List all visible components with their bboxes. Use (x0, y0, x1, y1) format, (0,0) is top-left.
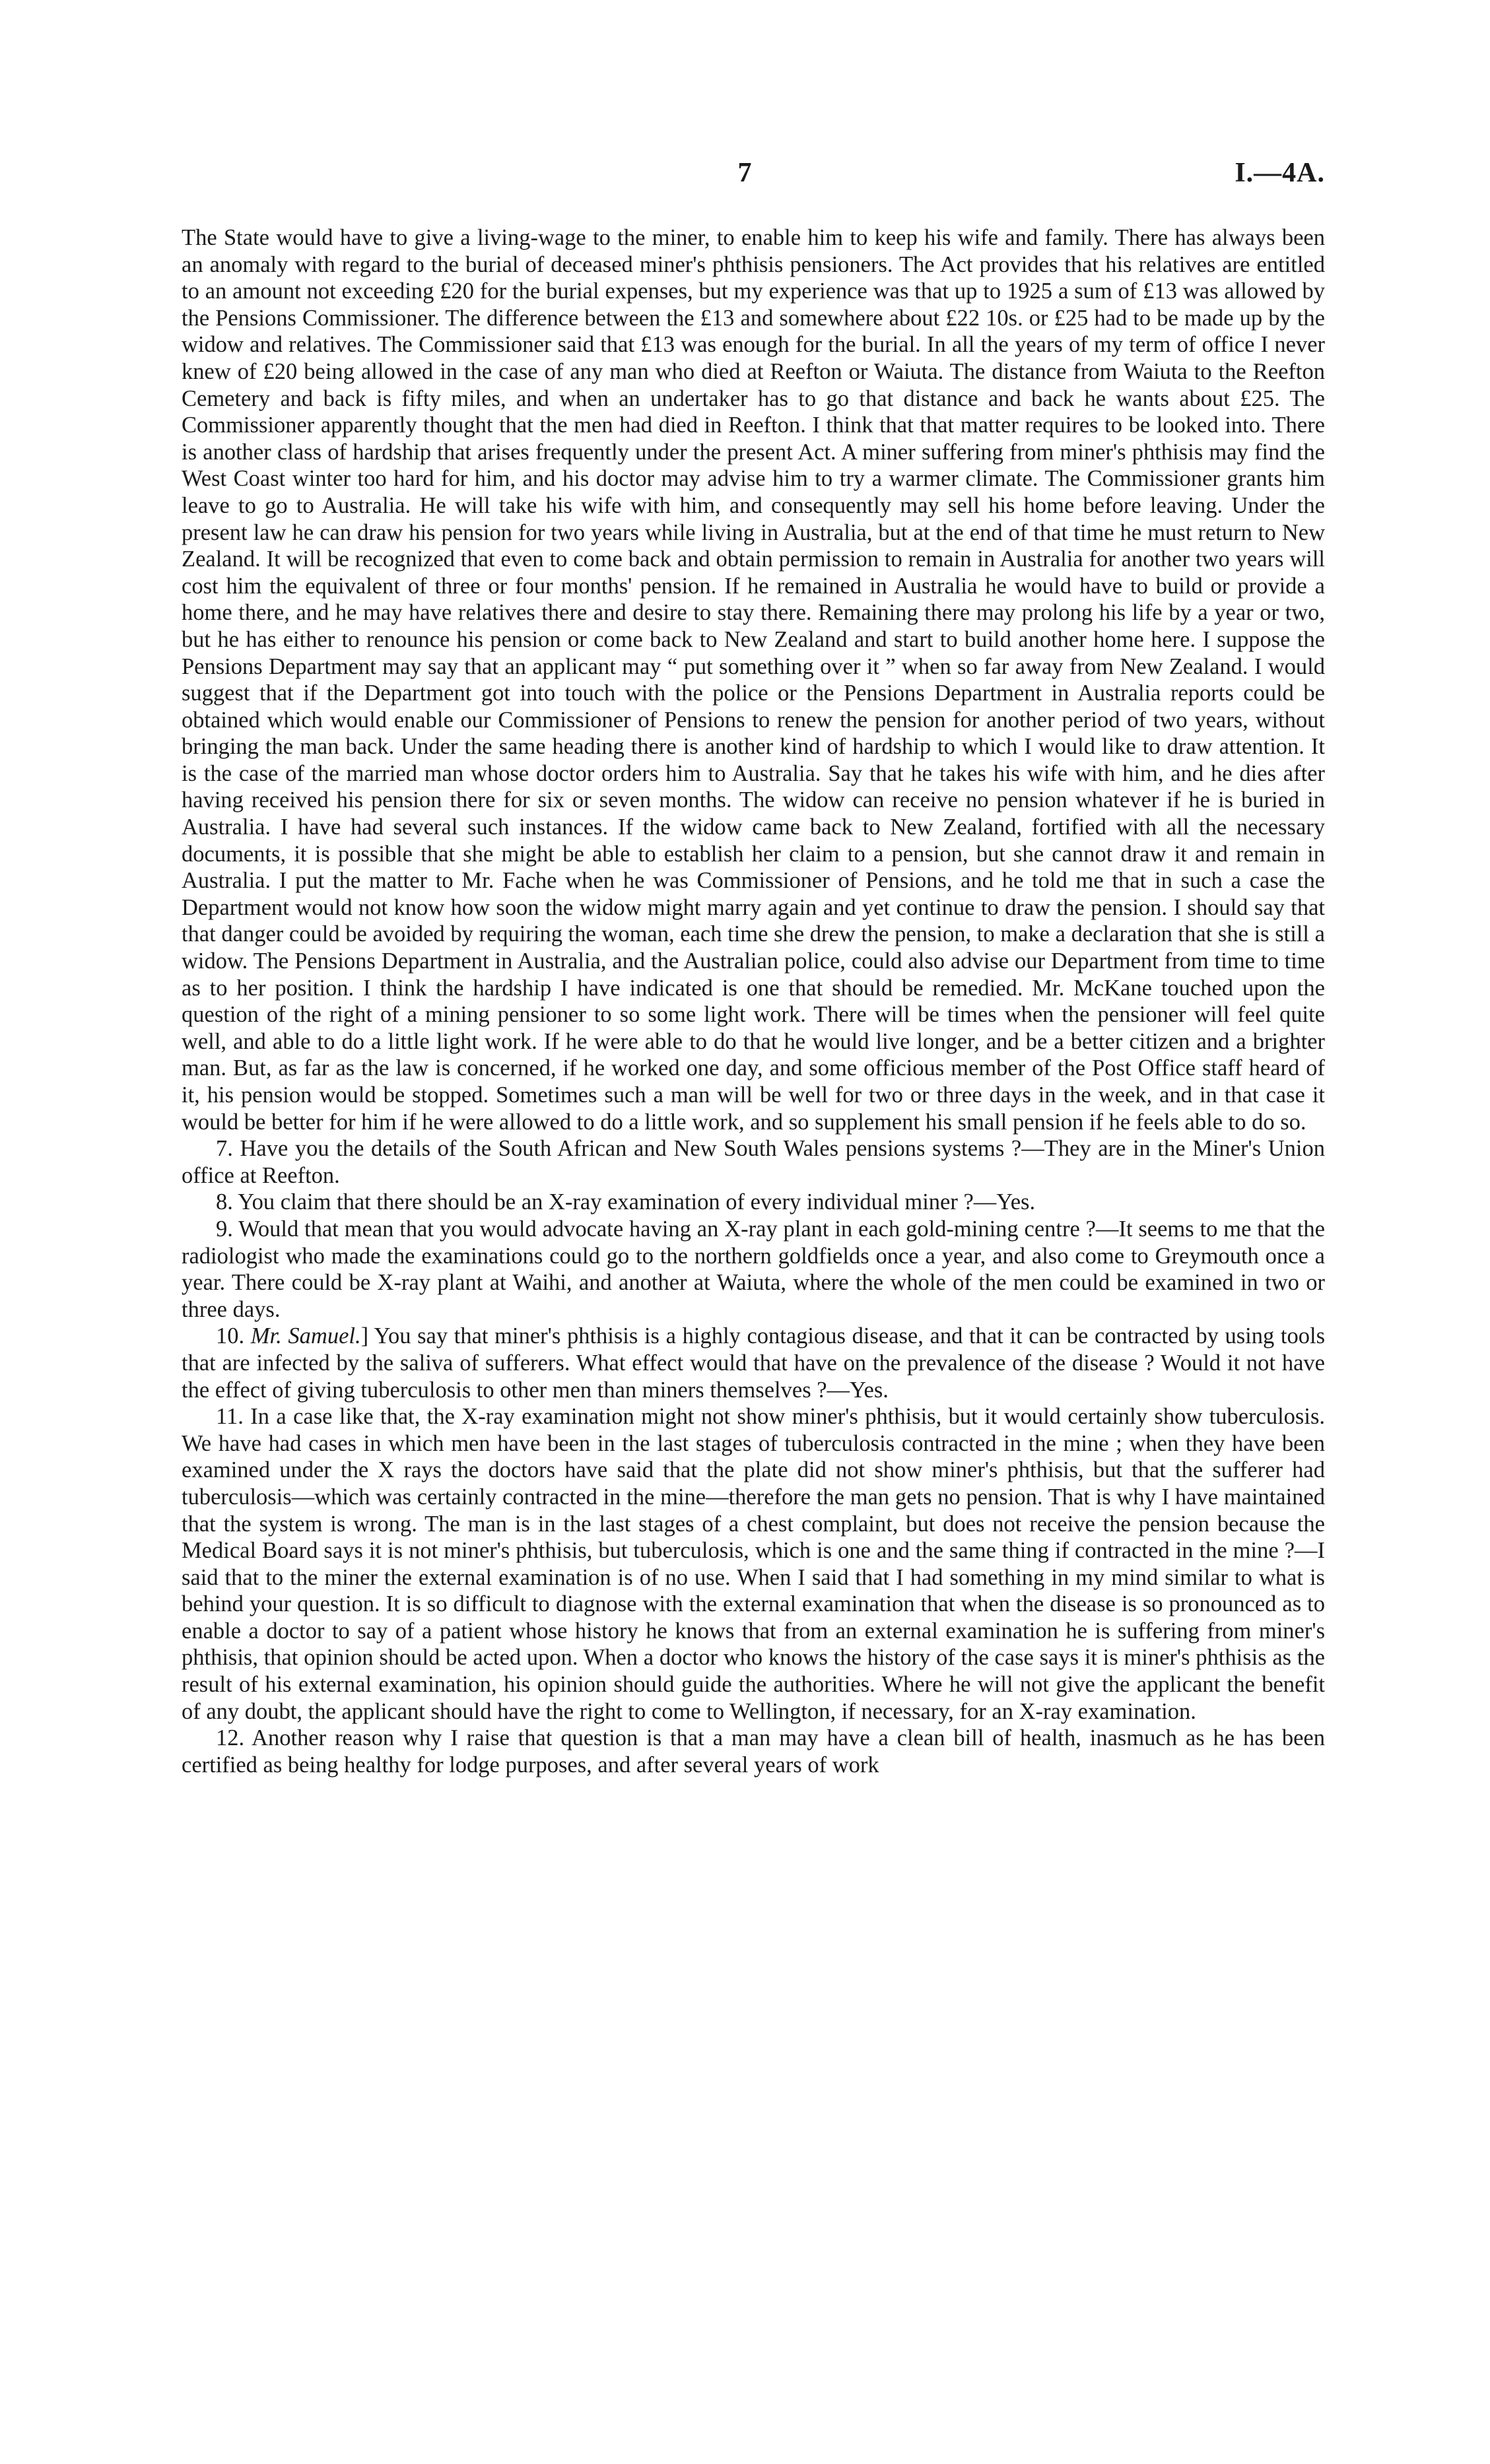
question-12: 12. Another reason why I raise that question is that a man may have a clean bill of health, inasmuch as he has been certified as being healthy for lodge purposes, and after several years of work (182, 1725, 1325, 1778)
paragraph-continued: The State would have to give a living-wage to the miner, to enable him to keep his wife and family. There has always been an anomaly with regard to the burial of deceased miner's phthisis pensioners. The Act provides that his relatives are entitled to an amount not exceeding £20 for the burial expenses, but my experience was that up to 1925 a sum of £13 was allowed by the Pensions Commissioner. The difference between the £13 and somewhere about £22 10s. or £25 had to be made up by the widow and relatives. The Commissioner said that £13 was enough for the burial. In all the years of my term of office I never knew of £20 being allowed in the case of any man who died at Reefton or Waiuta. The distance from Waiuta to the Reefton Cemetery and back is fifty miles, and when an undertaker has to go that distance and back he wants about £25. The Commissioner apparently thought that the men had died in Reefton. I think that that matter requires to be looked into. There is another class of hardship that arises frequently under the present Act. A miner suffering from miner's phthisis may find the West Coast winter too hard for him, and his doctor may advise him to try a warmer climate. The Commissioner grants him leave to go to Australia. He will take his wife with him, and consequently may sell his home before leaving. Under the present law he can draw his pension for two years while living in Australia, but at the end of that time he must return to New Zealand. It will be recognized that even to come back and obtain permission to remain in Australia for another two years will cost him the equivalent of three or four months' pension. If he remained in Australia he would have to build or provide a home there, and he may have relatives there and desire to stay there. Remaining there may prolong his life by a year or two, but he has either to renounce his pension or come back to New Zealand and start to build another home here. I suppose the Pensions Department may say that an applicant may “ put something over it ” when so far away from New Zealand. I would suggest that if the Department got into touch with the police or the Pensions Department in Australia reports could be obtained which would enable our Commissioner of Pensions to renew the pension for another period of two years, without bringing the man back. Under the same heading there is another kind of hardship to which I would like to draw attention. It is the case of the married man whose doctor orders him to Australia. Say that he takes his wife with him, and he dies after having received his pension there for six or seven months. The widow can receive no pension whatever if he is buried in Australia. I have had several such instances. If the widow came back to New Zealand, fortified with all the necessary documents, it is possible that she might be able to establish her claim to a pension, but she cannot draw it and remain in Australia. I put the matter to Mr. Fache when he was Commissioner of Pensions, and he told me that in such a case the Department would not know how soon the widow might marry again and yet continue to draw the pension. I should say that that danger could be avoided by requiring the woman, each time she drew the pension, to make a declaration that she is still a widow. The Pensions Department in Australia, and the Australian police, could also advise our Department from time to time as to her position. I think the hardship I have indicated is one that should be remedied. Mr. McKane touched upon the question of the right of a mining pensioner to so some light work. There will be times when the pensioner will feel quite well, and able to do a little light work. If he were able to do that he would live longer, and be a better citizen and a brighter man. But, as far as the law is concerned, if he worked one day, and some officious member of the Post Office staff heard of it, his pension would be stopped. Sometimes such a man will be well for two or three days in the week, and in that case it would be better for him if he were allowed to do a little work, and so supplement his small pension if he feels able to do so. (182, 225, 1325, 1135)
question-10-speaker: Mr. Samuel. (250, 1323, 361, 1349)
page-number: 7 (737, 158, 752, 188)
question-10 (182, 1323, 1325, 1403)
question-9: 9. Would that mean that you would advocate having an X-ray plant in each gold-mining centre ?—It seems to me that the radiologist who made the examinations could go to the northern goldfields once a year, and also come to Greymouth once a year. There could be X-ray plant at Waihi, and another at Waiuta, where the whole of the men could be examined in two or three days. (182, 1216, 1325, 1322)
question-10-text: ] You say that miner's phthisis is a highly contagious disease, and that it can be contracted by using tools that are infected by the saliva of sufferers. What effect would that have on the prevalence of the disease ? Would it not have the effect of giving tuberculosis to other men than miners themselves ?—Yes. (182, 1323, 1326, 1403)
document-body (182, 224, 1325, 1778)
question-8: 8. You claim that there should be an X-ray examination of every individual miner ?—Yes. (216, 1189, 1036, 1215)
question-7: 7. Have you the details of the South African and New South Wales pensions systems ?—They are in the Miner's Union office at Reefton. (182, 1136, 1325, 1188)
question-10-number: 10. (216, 1323, 251, 1349)
question-11: 11. In a case like that, the X-ray examination might not show miner's phthisis, but it would certainly show tuberculosis. We have had cases in which men have been in the last stages of tuberculosis contracted in the mine ; when they have been examined under the X rays the doctors have said that the plate did not show miner's phthisis, but that the sufferer had tuberculosis—which was certainly contracted in the mine—therefore the man gets no pension. That is why I have maintained that the system is wrong. The man is in the last stages of a chest complaint, but does not receive the pension because the Medical Board says it is not miner's phthisis, but tuberculosis, which is one and the same thing if contracted in the mine ?—I said that to the miner the external examination is of no use. When I said that I had something in my mind similar to what is behind your question. It is so difficult to diagnose with the external examination that when the disease is so pronounced as to enable a doctor to say of a patient whose history he knows that from an external examination he is suffering from miner's phthisis, that opinion should be acted upon. When a doctor who knows the history of the case says it is miner's phthisis as the result of his external examination, his opinion should guide the authorities. Where he will not give the applicant the benefit of any doubt, the applicant should have the right to come to Wellington, if necessary, for an X-ray examination. (182, 1404, 1325, 1724)
document-reference: I.—4A. (1235, 158, 1325, 188)
